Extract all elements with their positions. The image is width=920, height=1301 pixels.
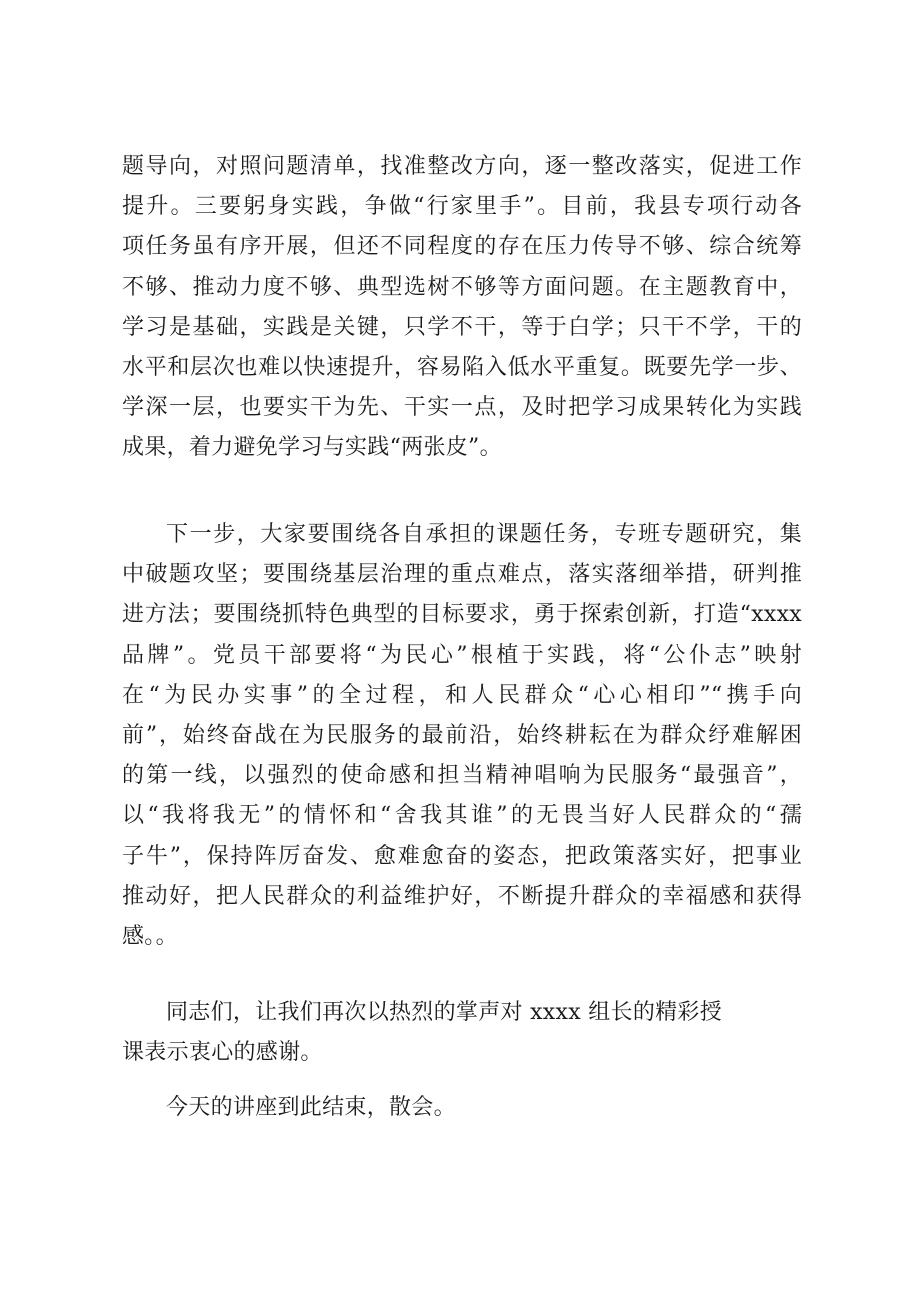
paragraph-line: 学深一层，也要实干为先、干实一点，及时把学习成果转化为实践 [122, 395, 802, 421]
paragraph-line: 学习是基础，实践是关键，只学不干，等于白学；只干不学，干的 [122, 314, 802, 340]
paragraph-line: 进方法；要围绕抓特色典型的目标要求，勇于探索创新，打造“xxxx [122, 602, 802, 628]
paragraph-4 [122, 1088, 802, 1128]
paragraph-line: 提升。三要躬身实践，争做“行家里手”。目前，我县专项行动各 [122, 194, 802, 220]
paragraph-line: 前”，始终奋战在为民服务的最前沿，始终耕耘在为群众纾难解困 [122, 723, 802, 749]
paragraph-line: 下一步，大家要围绕各自承担的课题任务，专班专题研究，集 [166, 522, 802, 547]
paragraph-line: 子牛”，保持阵厉奋发、愈难愈奋的姿态，把政策落实好，把事业 [122, 843, 802, 869]
paragraph-line: 课表示衷心的感谢。 [122, 1040, 323, 1066]
paragraph-line: 成果，着力避免学习与实践“两张皮”。 [122, 435, 502, 461]
paragraph-line: 感。。 [122, 924, 178, 950]
paragraph-line: 推动好，把人民群众的利益维护好，不断提升群众的幸福感和获得 [122, 883, 802, 909]
paragraph-2 [122, 515, 802, 957]
paragraph-1 [122, 147, 802, 469]
paragraph-line: 在“为民办实事”的全过程，和人民群众“心心相印”“携手向 [122, 682, 802, 708]
paragraph-line: 今天的讲座到此结束，散会。 [166, 1095, 456, 1120]
paragraph-line: 项任务虽有序开展，但还不同程度的存在压力传导不够、综合统筹 [122, 234, 802, 260]
paragraph-line: 的第一线，以强烈的使命感和担当精神唱响为民服务“最强音”， [122, 763, 802, 789]
paragraph-line: 品牌”。党员干部要将“为民心”根植于实践，将“公仆志”映射 [122, 642, 802, 668]
paragraph-line: 水平和层次也难以快速提升，容易陷入低水平重复。既要先学一步、 [122, 355, 802, 381]
paragraph-line: 中破题攻坚；要围绕基层治理的重点难点，落实落细举措，研判推 [122, 562, 802, 588]
paragraph-line: 以“我将我无”的情怀和“舍我其谁”的无畏当好人民群众的“孺 [122, 803, 802, 829]
paragraph-3 [122, 993, 742, 1073]
paragraph-line: 题导向，对照问题清单，找准整改方向，逐一整改落实，促进工作 [122, 154, 802, 179]
paragraph-line: 不够、推动力度不够、典型选树不够等方面问题。在主题教育中， [122, 274, 802, 300]
paragraph-line: 同志们，让我们再次以热烈的掌声对 xxxx 组长的精彩授 [166, 1000, 723, 1025]
